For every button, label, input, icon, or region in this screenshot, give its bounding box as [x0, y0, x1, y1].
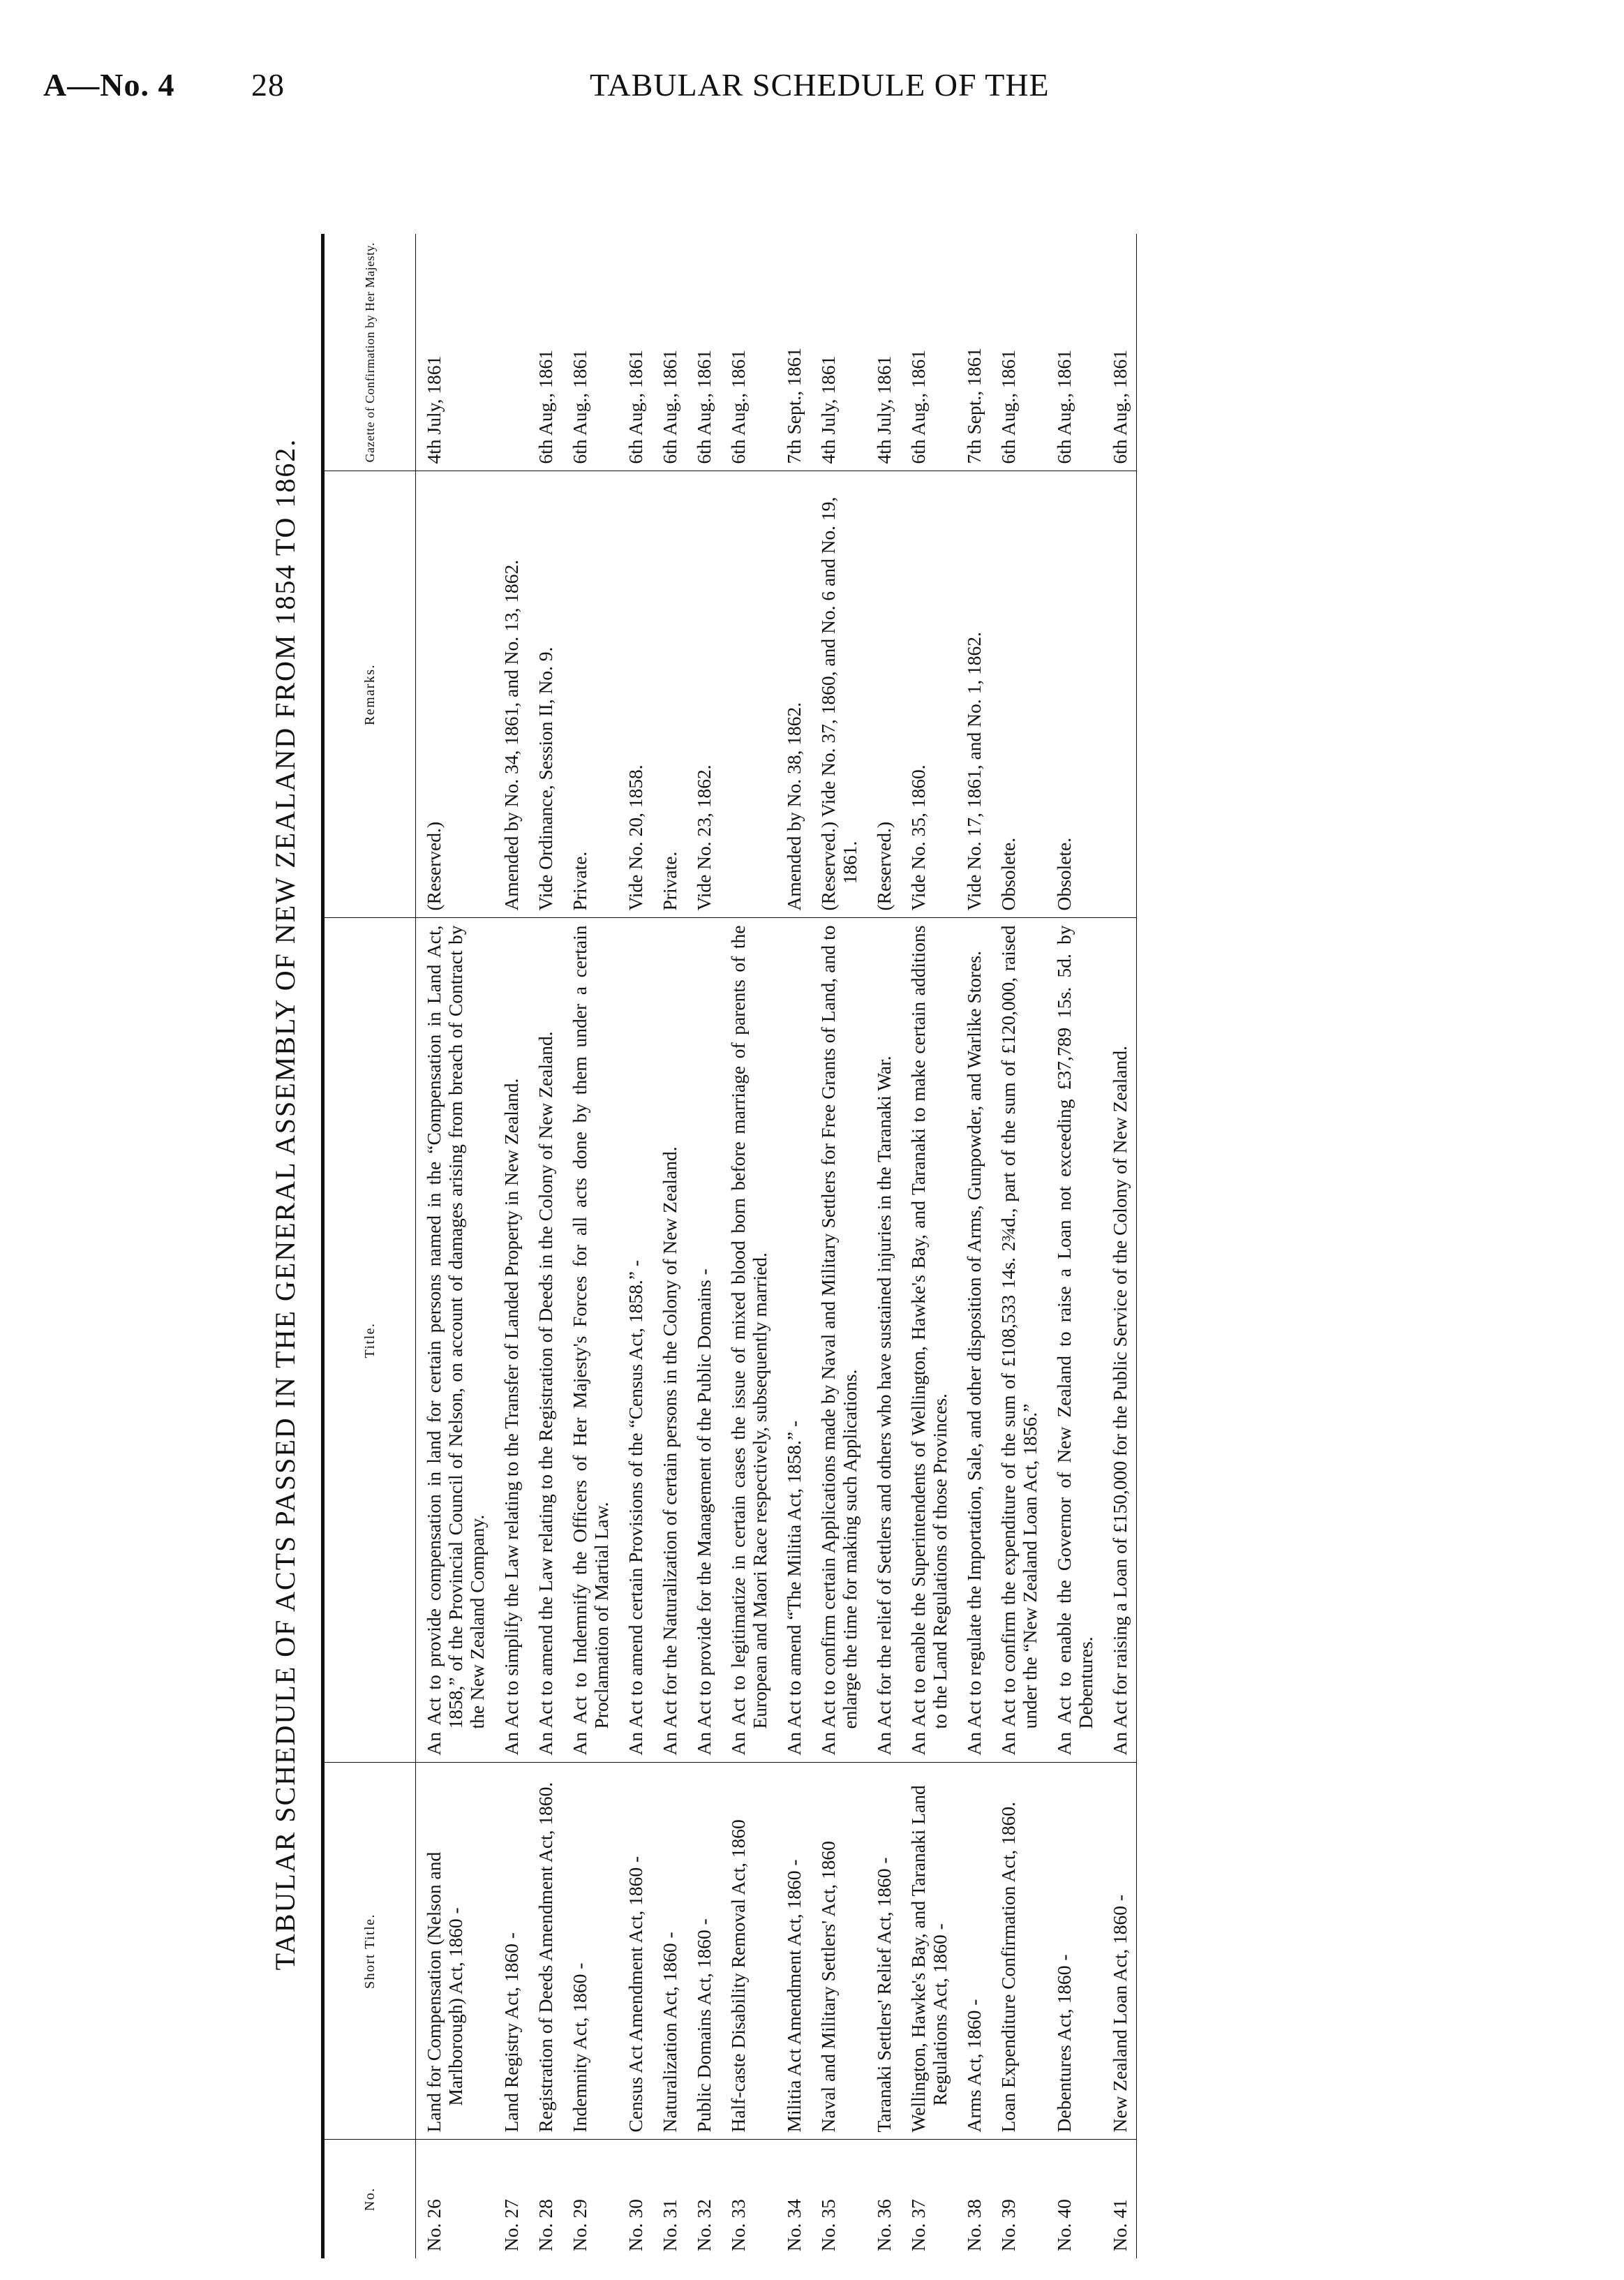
act-short-title: Registration of Deeds Amendment Act, 1860.: [528, 1763, 562, 2140]
act-number: No. 37: [907, 2199, 929, 2251]
remark-text: Vide No. 23, 1862.: [693, 764, 715, 911]
table-row: [652, 234, 686, 2258]
act-short-title: Debentures Act, 1860 -: [1046, 1763, 1102, 2140]
gazette-date-text: 6th Aug., 1861: [625, 350, 646, 464]
act-gazette-date: [720, 234, 776, 471]
table-row: [776, 234, 810, 2258]
col-header-no: No.: [323, 2140, 416, 2258]
remark-text: Amended by No. 38, 1862.: [783, 702, 805, 911]
remark-text: Private.: [569, 851, 590, 911]
table-row: [720, 234, 776, 2258]
act-title: An Act to amend “The Militia Act, 1858.” -: [776, 918, 810, 1763]
table-row: [1046, 234, 1102, 2258]
remark-text: Obsolete.: [1053, 837, 1075, 911]
act-gazette-date: [900, 234, 956, 471]
col-header-remarks: Remarks.: [323, 471, 416, 918]
gazette-date-text: 6th Aug., 1861: [727, 350, 749, 464]
remark-text: (Reserved.): [873, 821, 895, 911]
gazette-date-text: 7th Sept., 1861: [783, 347, 805, 464]
act-number: No. 39: [997, 2199, 1019, 2251]
act-gazette-date: [652, 234, 686, 471]
act-title: An Act to amend the Law relating to the Registration of Deeds in the Colony of New Zealand.: [528, 918, 562, 1763]
remark-text: Obsolete.: [997, 837, 1019, 911]
act-remarks: [1102, 471, 1137, 918]
act-short-title: Militia Act Amendment Act, 1860 -: [776, 1763, 810, 2140]
act-number: No. 26: [423, 2199, 445, 2251]
col-header-title: Title.: [323, 918, 416, 1763]
act-remarks: [493, 471, 528, 918]
act-remarks: [810, 471, 866, 918]
running-title: TABULAR SCHEDULE OF THE: [590, 67, 1050, 103]
act-short-title: Arms Act, 1860 -: [956, 1763, 990, 2140]
act-short-title: New Zealand Loan Act, 1860 -: [1102, 1763, 1137, 2140]
act-gazette-date: [618, 234, 652, 471]
remark-text: (Reserved.) Vide No. 37, 1860, and No. 6 and No. 19, 1861.: [817, 496, 861, 911]
act-remarks: [562, 471, 618, 918]
act-title: An Act to provide compensation in land for certain persons named in the “Compensation in Land Act, 1858,” of the Provincial Council of Nelson, on account of damages arising from breach of Contract by the New Zealand Company.: [416, 918, 494, 1763]
act-remarks: [900, 471, 956, 918]
act-gazette-date: [493, 234, 528, 471]
act-number: No. 36: [873, 2199, 895, 2251]
act-short-title: Census Act Amendment Act, 1860 -: [618, 1763, 652, 2140]
act-number: No. 32: [693, 2199, 715, 2251]
act-title: An Act to Indemnify the Officers of Her Majesty's Forces for all acts done by them under a certain Proclamation of Martial Law.: [562, 918, 618, 1763]
gazette-date-text: 4th July, 1861: [423, 355, 445, 464]
act-gazette-date: [562, 234, 618, 471]
act-number: No. 34: [783, 2199, 805, 2251]
act-gazette-date: [686, 234, 720, 471]
table-header-row: [323, 234, 416, 2258]
act-number: No. 30: [625, 2199, 646, 2251]
act-remarks: [1046, 471, 1102, 918]
act-number: No. 28: [535, 2199, 556, 2251]
act-title: An Act to enable the Superintendents of Wellington, Hawke's Bay, and Taranaki to make certain additions to the Land Regulations of those Provinces.: [900, 918, 956, 1763]
document-reference: A—No. 4: [43, 67, 175, 103]
remark-text: Private.: [659, 851, 680, 911]
gazette-date-text: 4th July, 1861: [817, 355, 839, 464]
gazette-date-text: 6th Aug., 1861: [569, 350, 590, 464]
act-short-title: Taranaki Settlers' Relief Act, 1860 -: [866, 1763, 900, 2140]
act-short-title: Land Registry Act, 1860 -: [493, 1763, 528, 2140]
remark-text: Vide No. 35, 1860.: [907, 764, 929, 911]
table-body: [416, 234, 1137, 2258]
gazette-date-text: 6th Aug., 1861: [997, 350, 1019, 464]
act-remarks: [776, 471, 810, 918]
act-number: No. 29: [569, 2199, 590, 2251]
remark-text: Vide No. 17, 1861, and No. 1, 1862.: [963, 632, 985, 911]
act-title: An Act for raising a Loan of £150,000 for the Public Service of the Colony of New Zealand.: [1102, 918, 1137, 1763]
act-short-title: Wellington, Hawke's Bay, and Taranaki Land Regulations Act, 1860 -: [900, 1763, 956, 2140]
act-short-title: Naturalization Act, 1860 -: [652, 1763, 686, 2140]
act-remarks: [990, 471, 1046, 918]
act-gazette-date: [810, 234, 866, 471]
gazette-date-text: 6th Aug., 1861: [907, 350, 929, 464]
act-gazette-date: [866, 234, 900, 471]
act-title: An Act to confirm the expenditure of the sum of £108,533 14s. 2¾d., part of the sum of £120,000, raised under the “New Zealand Loan Act, 1856.”: [990, 918, 1046, 1763]
act-title: An Act to confirm certain Applications made by Naval and Military Settlers for Free Grants of Land, and to enlarge the time for making such Applications.: [810, 918, 866, 1763]
act-gazette-date: [956, 234, 990, 471]
gazette-date-text: 6th Aug., 1861: [535, 350, 556, 464]
col-header-short-title: Short Title.: [323, 1763, 416, 2140]
table-row: [528, 234, 562, 2258]
table-row: [493, 234, 528, 2258]
table-row: [900, 234, 956, 2258]
act-gazette-date: [1102, 234, 1137, 471]
table-row: [990, 234, 1046, 2258]
table-row: [956, 234, 990, 2258]
act-title: An Act to legitimatize in certain cases the issue of mixed blood born before marriage of parents of the European and Maori Race respectively, subsequently married.: [720, 918, 776, 1763]
act-number: No. 41: [1102, 2140, 1137, 2258]
table-title: TABULAR SCHEDULE OF ACTS PASSED IN THE GENERAL ASSEMBLY OF NEW ZEALAND FROM 1854 TO 1862.: [269, 438, 301, 1971]
act-number: No. 35: [817, 2199, 839, 2251]
table-row: [1102, 234, 1137, 2258]
act-gazette-date: [528, 234, 562, 471]
remark-text: Amended by No. 34, 1861, and No. 13, 1862.: [500, 559, 522, 911]
gazette-date-text: 6th Aug., 1861: [1109, 350, 1131, 464]
remark-text: (Reserved.): [423, 821, 445, 911]
table-row: [686, 234, 720, 2258]
act-number: No. 38: [963, 2199, 985, 2251]
table-row: [866, 234, 900, 2258]
act-title: An Act to simplify the Law relating to the Transfer of Landed Property in New Zealand.: [493, 918, 528, 1763]
act-remarks: [416, 471, 494, 918]
act-number: No. 31: [659, 2199, 680, 2251]
act-number: No. 33: [727, 2199, 749, 2251]
act-remarks: [866, 471, 900, 918]
rotated-schedule: [269, 129, 1581, 2279]
table-row: [562, 234, 618, 2258]
remark-text: Vide Ordinance, Session II, No. 9.: [535, 646, 556, 911]
act-short-title: Public Domains Act, 1860 -: [686, 1763, 720, 2140]
act-title: An Act for the relief of Settlers and others who have sustained injuries in the Taranaki War.: [866, 918, 900, 1763]
act-remarks: [618, 471, 652, 918]
act-number: No. 27: [500, 2199, 522, 2251]
act-remarks: [528, 471, 562, 918]
act-gazette-date: [416, 234, 494, 471]
act-title: An Act for the Naturalization of certain persons in the Colony of New Zealand.: [652, 918, 686, 1763]
col-header-gazette: Gazette of Confirmation by Her Majesty.: [323, 234, 416, 471]
act-remarks: [956, 471, 990, 918]
act-short-title: Loan Expenditure Confirmation Act, 1860.: [990, 1763, 1046, 2140]
gazette-date-text: 7th Sept., 1861: [963, 347, 985, 464]
page-number: 28: [251, 67, 285, 103]
table-row: [416, 234, 494, 2258]
act-remarks: [686, 471, 720, 918]
table-row: [810, 234, 866, 2258]
table-row: [618, 234, 652, 2258]
act-title: An Act to provide for the Management of the Public Domains -: [686, 918, 720, 1763]
act-remarks: [652, 471, 686, 918]
act-number: No. 40: [1053, 2199, 1075, 2251]
act-short-title: Naval and Military Settlers' Act, 1860: [810, 1763, 866, 2140]
act-gazette-date: [990, 234, 1046, 471]
gazette-date-text: 6th Aug., 1861: [1053, 350, 1075, 464]
gazette-date-text: 6th Aug., 1861: [693, 350, 715, 464]
acts-table: [321, 234, 1137, 2258]
act-title: An Act to enable the Governor of New Zealand to raise a Loan not exceeding £37,789 15s. 5d. by Debentures.: [1046, 918, 1102, 1763]
act-gazette-date: [776, 234, 810, 471]
act-short-title: Indemnity Act, 1860 -: [562, 1763, 618, 2140]
remark-text: Vide No. 20, 1858.: [625, 764, 646, 911]
act-short-title: Half-caste Disability Removal Act, 1860: [720, 1763, 776, 2140]
gazette-date-text: 6th Aug., 1861: [659, 350, 680, 464]
act-short-title: Land for Compensation (Nelson and Marlborough) Act, 1860 -: [416, 1763, 494, 2140]
act-title: An Act to regulate the Importation, Sale, and other disposition of Arms, Gunpowder, and Warlike Stores.: [956, 918, 990, 1763]
gazette-date-text: 4th July, 1861: [873, 355, 895, 464]
act-remarks: [720, 471, 776, 918]
act-title: An Act to amend certain Provisions of the “Census Act, 1858.” -: [618, 918, 652, 1763]
act-gazette-date: [1046, 234, 1102, 471]
